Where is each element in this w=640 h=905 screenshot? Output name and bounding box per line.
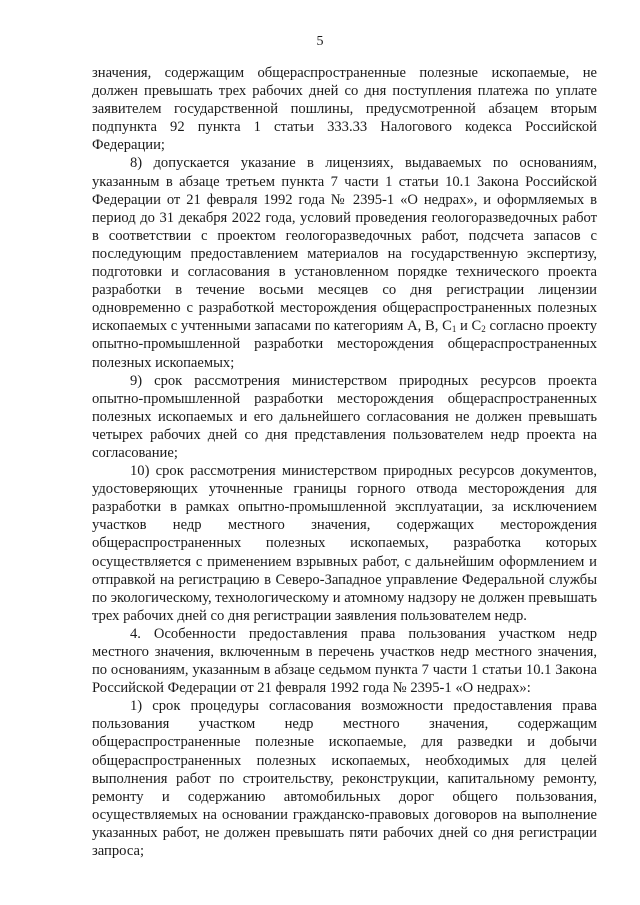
paragraph-item-8-mid: и С (456, 318, 482, 335)
subscript-category-1: 1 (451, 324, 457, 335)
paragraph-item-10: 10) срок рассмотрения министерством природных ресурсов документов, удостоверяющих уточненные границы горного отвода месторождения для разработки в рамках опытно-промышленной эксплуатации, за исключением участков недр местного значения, содержащих месторождения общераспространенных полезных ископаемых, разработка которых осуществляется с применением взрывных работ, с дальнейшим оформлением и отправкой на регистрацию в Северо-Западное управление Федеральной службы по экологическому, технологическому и атомному надзору не должен превышать трех рабочих дней со дня регистрации заявления пользователем недр. (92, 463, 597, 624)
paragraph-section-4-item-1: 1) срок процедуры согласования возможности предоставления права пользования участком недр местного значения, содержащим общераспространенные полезные ископаемые, для разведки и добычи общераспространенных полезных ископаемых, необходимых для целей выполнения работ по строительству, реконструкции, капитальному ремонту, ремонту и содержанию автомобильных дорог общего пользования, осуществляемых на основании гражданско-правовых договоров на выполнение указанных работ, не должен превышать пяти рабочих дней со дня регистрации запроса; (92, 698, 597, 860)
paragraph-item-8-text: 8) допускается указание в лицензиях, выдаваемых по основаниям, указанным в абзаце третьем пункта 7 части 1 статьи 10.1 Закона Российской Федерации от 21 февраля 1992 года № 2395-1 «О недрах», и оформляемых в период до 31 декабря 2022 года, условий проведения геологоразведочных работ в соответствии с проектом геологоразведочных работ, подсчета запасов с последующим предоставлением материалов на государственную экспертизу, подготовки и согласования в установленном порядке технического проекта разработки в течение восьми месяцев со дня регистрации лицензии одновременно с разработкой месторождения общераспространенных полезных ископаемых с учтенными запасами по категориям А, В, С (92, 155, 597, 335)
paragraph-item-9: 9) срок рассмотрения министерством природных ресурсов проекта опытно-промышленной разработки месторождения общераспространенных полезных ископаемых и его дальнейшего согласования не должен превышать четырех рабочих дней со дня представления пользователем недр проекта на согласование; (92, 372, 597, 461)
page-number: 5 (316, 34, 324, 49)
paragraph-item-8 (92, 154, 597, 371)
paragraph-continuation: значения, содержащим общераспространенные полезные ископаемые, не должен превышать трех рабочих дней со дня поступления платежа по уплате заявителем государственной пошлины, предусмотренной абзацем вторым подпункта 92 пункта 1 статьи 333.33 Налогового кодекса Российской Федерации; (92, 65, 597, 154)
paragraph-section-4: 4. Особенности предоставления права пользования участком недр местного значения, включенным в перечень участков недр местного значения, по основаниям, указанным в абзаце седьмом пункта 7 части 1 статьи 10.1 Закона Российской Федерации от 21 февраля 1992 года № 2395-1 «О недрах»: (92, 625, 597, 697)
subscript-category-2: 2 (481, 324, 486, 335)
document-body (92, 64, 597, 860)
paragraph-item-8-end: согласно проекту опытно-промышленной разработки месторождения общераспространенных полезных ископаемых; (92, 318, 597, 371)
